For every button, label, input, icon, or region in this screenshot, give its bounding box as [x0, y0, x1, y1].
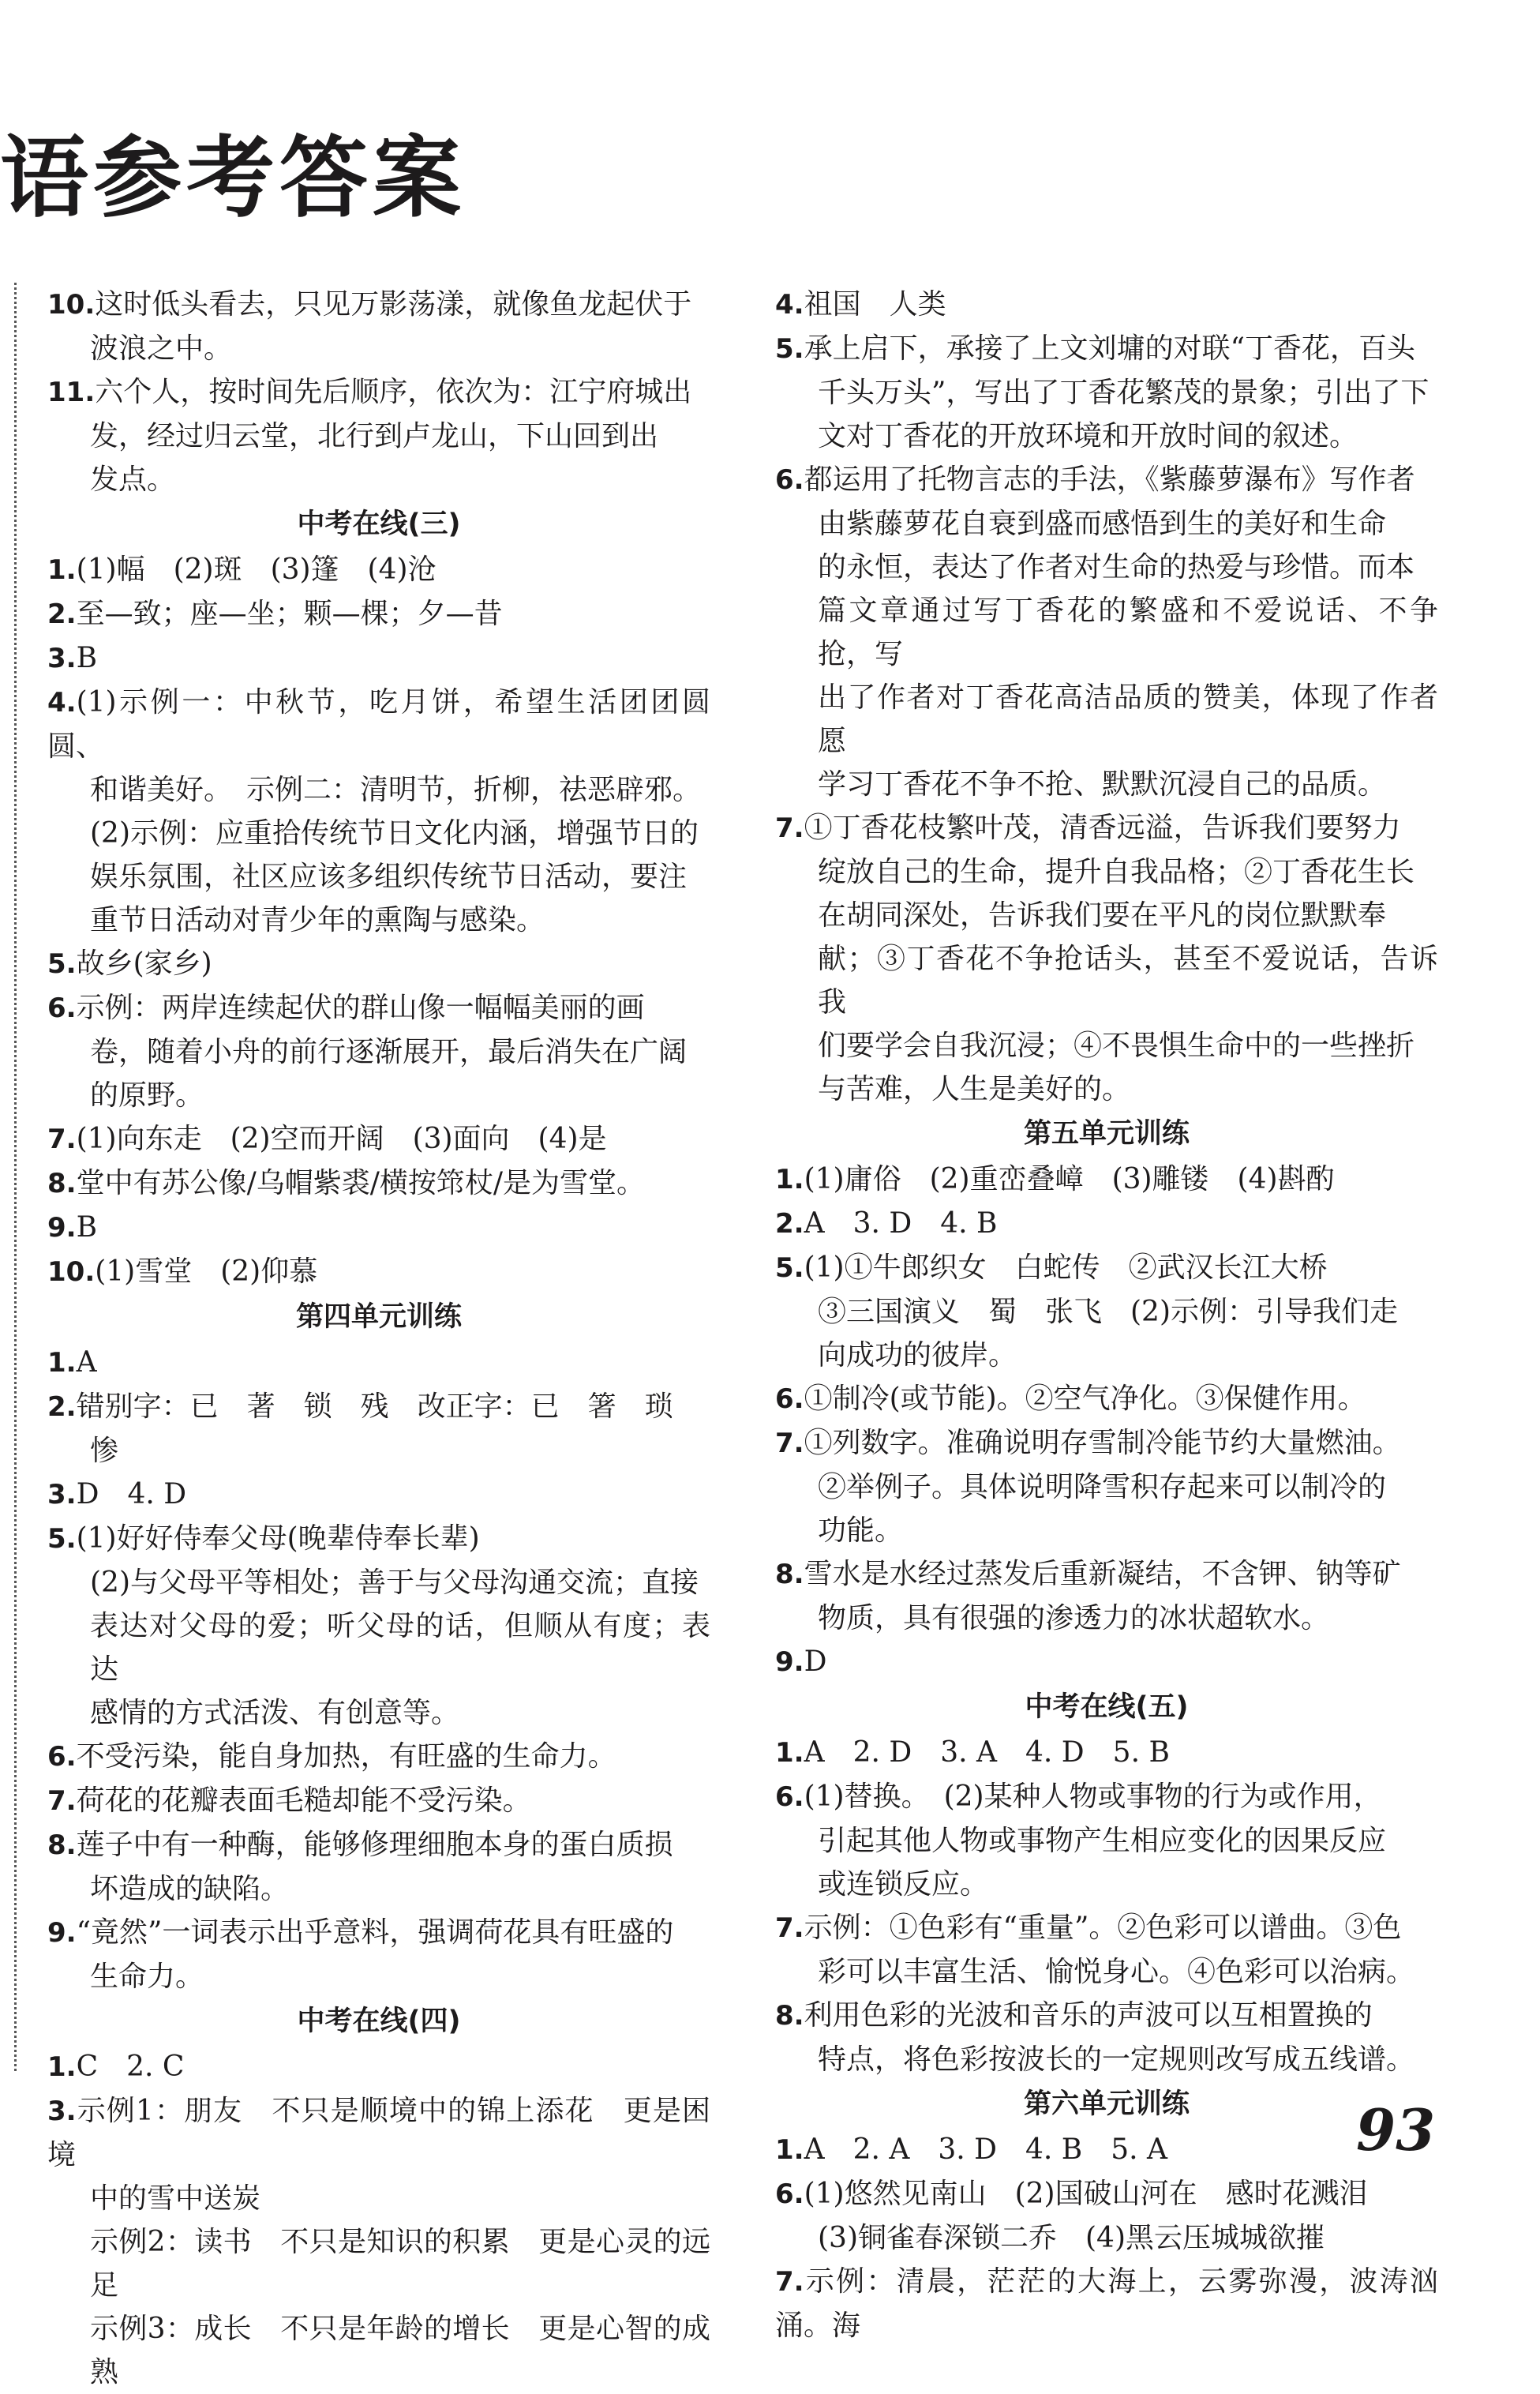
- answer-item: [775, 2128, 1438, 2172]
- answer-item: [47, 1517, 710, 1735]
- section-heading: 第五单元训练: [1023, 1118, 1190, 1150]
- answer-item: [47, 1735, 710, 1779]
- answer-line: 莲子中有一种酶，能够修理细胞本身的蛋白质损: [76, 1829, 673, 1861]
- answer-number: 5.: [47, 948, 77, 980]
- answer-line: 发点。: [90, 463, 176, 496]
- answer-number: 6.: [775, 1781, 804, 1813]
- answer-line: (3)铜雀春深锁二乔 (4)黑云压城城欲摧: [818, 2222, 1325, 2254]
- answer-line: B: [76, 642, 98, 674]
- answer-number: 6.: [775, 2178, 804, 2210]
- answer-item: [775, 1906, 1438, 1994]
- answer-line: 向成功的彼岸。: [818, 1339, 1017, 1371]
- answer-line: 不受污染，能自身加热，有旺盛的生命力。: [76, 1740, 616, 1773]
- answer-item: [47, 1823, 710, 1911]
- answer-line: 的原野。: [90, 1079, 204, 1112]
- answer-item: [47, 592, 710, 636]
- answer-line: 故乡(家乡): [76, 947, 212, 980]
- answer-line: (1)悠然见南山 (2)国破山河在 感时花溅泪: [804, 2178, 1368, 2210]
- answer-line: 至—致；座—坐；颗—棵；夕—昔: [76, 598, 503, 630]
- answer-number: 1.: [775, 1164, 804, 1195]
- answer-number: 10.: [47, 289, 96, 321]
- answer-line: 由紫藤萝花自衰到盛而感悟到生的美好和生命: [818, 508, 1387, 540]
- answer-line: 们要学会自我沉浸；④不畏惧生命中的一些挫折: [818, 1030, 1415, 1062]
- answer-line: B: [76, 1211, 98, 1244]
- answer-item: [775, 1552, 1438, 1640]
- answer-number: 11.: [47, 377, 96, 408]
- answer-line: 的永恒，表达了作者对生命的热爱与珍惜。而本: [818, 551, 1415, 583]
- answer-line: 发，经过归云堂，北行到卢龙山，下山回到出: [90, 420, 659, 452]
- answer-line: 雪水是水经过蒸发后重新凝结，不含钾、钠等矿: [804, 1558, 1401, 1590]
- answer-line: 都运用了托物言志的手法，《紫藤萝瀑布》写作者: [804, 463, 1415, 496]
- answer-item: [47, 370, 710, 501]
- answer-line: 堂中有苏公像/乌帽紫裘/横按筇杖/是为雪堂。: [76, 1167, 645, 1199]
- answer-line: 绽放自己的生命，提升自我品格；②丁香花生长: [818, 856, 1415, 888]
- answer-number: 6.: [47, 992, 77, 1024]
- answer-number: 9.: [47, 1917, 77, 1949]
- answer-line: (1)雪堂 (2)仰慕: [95, 1255, 318, 1288]
- answer-item: [47, 1341, 710, 1385]
- answer-number: 7.: [775, 1912, 804, 1944]
- answer-item: [47, 681, 710, 942]
- answer-line: “竟然”一词表示出乎意料，强调荷花具有旺盛的: [76, 1916, 674, 1949]
- answer-line: 惨: [90, 1435, 119, 1467]
- answer-item: [775, 1421, 1438, 1552]
- answer-item: [47, 1779, 710, 1823]
- page-title: 语参考答案: [0, 127, 466, 230]
- answer-item: [775, 806, 1438, 1111]
- answer-line: (2)示例：应重拾传统节日文化内涵，增强节日的: [90, 817, 699, 850]
- answer-number: 1.: [47, 554, 77, 586]
- answer-item: [47, 636, 710, 681]
- answer-line: A: [76, 1346, 97, 1379]
- answer-line: (2)与父母平等相处；善于与父母沟通交流；直接: [90, 1567, 699, 1599]
- answer-line: 荷花的花瓣表面毛糙却能不受污染。: [76, 1784, 531, 1817]
- answer-line: D 4. D: [76, 1478, 187, 1510]
- answer-line: 坏造成的缺陷。: [90, 1873, 290, 1905]
- answer-item: [47, 942, 710, 986]
- answer-line: 祖国 人类: [804, 288, 946, 321]
- answer-line: 承上启下，承接了上文刘墉的对联“丁香花，百头: [804, 332, 1415, 365]
- answer-number: 6.: [775, 1383, 804, 1415]
- answer-item: [775, 1775, 1438, 1906]
- answer-line: (1)①牛郎织女 白蛇传 ②武汉长江大桥: [804, 1251, 1328, 1284]
- answer-item: [47, 1473, 710, 1517]
- answer-line: 特点，将色彩按波长的一定规则改写成五线谱。: [818, 2043, 1415, 2076]
- answer-item: [47, 1161, 710, 1206]
- answer-number: 8.: [775, 2000, 804, 2032]
- answer-item: [775, 1202, 1438, 1246]
- answer-number: 1.: [775, 2134, 804, 2166]
- answer-line: 卷，随着小舟的前行逐渐展开，最后消失在广阔: [90, 1036, 688, 1068]
- answer-line: 中的雪中送炭: [90, 2182, 261, 2215]
- answer-line: 示例3：成长 不只是年龄的增长 更是心智的成熟: [90, 2313, 710, 2388]
- answer-line: 示例2：读书 不只是知识的积累 更是心灵的远足: [90, 2226, 710, 2302]
- answer-number: 2.: [47, 1391, 77, 1423]
- answer-line: ②举例子。具体说明降雪积存起来可以制冷的: [818, 1471, 1387, 1503]
- answer-line: 六个人，按时间先后顺序，依次为：江宁府城出: [95, 376, 692, 408]
- answer-item: [47, 986, 710, 1117]
- left-column: [47, 283, 710, 2394]
- answer-line: ③三国演义 蜀 张飞 (2)示例：引导我们走: [818, 1296, 1398, 1328]
- section-heading: 第四单元训练: [295, 1301, 462, 1333]
- answer-line: 娱乐氛围，社区应该多组织传统节日活动，要注: [90, 861, 688, 893]
- answer-number: 7.: [775, 2266, 804, 2298]
- answer-number: 1.: [775, 1737, 804, 1769]
- answer-line: 重节日活动对青少年的熏陶与感染。: [90, 904, 545, 936]
- answer-number: 1.: [47, 2051, 77, 2083]
- answer-item: [47, 1206, 710, 1250]
- answer-line: 错别字：已 著 锁 残 改正字：已 箸 琐: [76, 1390, 673, 1423]
- answer-number: 4.: [47, 687, 77, 719]
- answer-item: [47, 283, 710, 370]
- answer-number: 8.: [775, 1559, 804, 1590]
- right-column: [775, 283, 1438, 2347]
- answer-line: 表达对父母的爱；听父母的话，但顺从有度；表达: [90, 1610, 710, 1686]
- answer-number: 8.: [47, 1829, 77, 1861]
- answer-number: 4.: [775, 289, 804, 321]
- answer-line: 文对丁香花的开放环境和开放时间的叙述。: [818, 420, 1358, 452]
- answer-line: (1)替换。 (2)某种人物或事物的行为或作用，: [804, 1780, 1382, 1813]
- answer-item: [47, 548, 710, 592]
- answer-item: [775, 1731, 1438, 1775]
- answer-line: 篇文章通过写丁香花的繁盛和不爱说话、不争抢，写: [818, 595, 1438, 670]
- answer-item: [775, 327, 1438, 458]
- answer-number: 7.: [47, 1124, 77, 1155]
- answer-line: ①列数字。准确说明存雪制冷能节约大量燃油。: [804, 1427, 1401, 1459]
- answer-number: 5.: [775, 1252, 804, 1284]
- answer-item: [775, 1994, 1438, 2081]
- answer-number: 5.: [47, 1523, 77, 1555]
- answer-line: 或连锁反应。: [818, 1868, 989, 1901]
- answer-line: 示例：清晨，茫茫的大海上，云雾弥漫，波涛汹涌。海: [775, 2265, 1438, 2342]
- answer-number: 1.: [47, 1347, 77, 1379]
- answer-line: ①制冷(或节能)。②空气净化。③保健作用。: [804, 1383, 1366, 1415]
- answer-line: (1)好好侍奉父母(晚辈侍奉长辈): [76, 1522, 480, 1555]
- answer-number: 9.: [47, 1212, 77, 1244]
- answer-line: 物质，具有很强的渗透力的冰状超软水。: [818, 1602, 1330, 1634]
- section-heading: 中考在线(五): [1025, 1691, 1189, 1723]
- answer-number: 7.: [775, 812, 804, 844]
- answer-line: 波浪之中。: [90, 332, 233, 365]
- answer-item: [775, 1158, 1438, 1202]
- answer-number: 6.: [47, 1741, 77, 1773]
- answer-line: A 3. D 4. B: [804, 1207, 998, 1240]
- answer-number: 3.: [47, 1479, 77, 1510]
- answer-line: D: [804, 1645, 827, 1678]
- answer-number: 3.: [47, 2096, 77, 2127]
- answer-number: 7.: [775, 1428, 804, 1459]
- answer-number: 5.: [775, 333, 804, 365]
- page-number: 93: [1356, 2096, 1436, 2163]
- answer-item: [775, 2172, 1438, 2260]
- answer-line: 献；③丁香花不争抢话头，甚至不爱说话，告诉我: [818, 943, 1438, 1019]
- answer-line: 这时低头看去，只见万影荡漾，就像鱼龙起伏于: [95, 288, 692, 321]
- answer-number: 9.: [775, 1646, 804, 1678]
- answer-line: C 2. C: [76, 2051, 185, 2083]
- answer-line: 千头万头”，写出了丁香花繁茂的景象；引出了下: [818, 377, 1429, 409]
- answer-line: 示例1：朋友 不只是顺境中的锦上添花 更是困境: [47, 2095, 710, 2171]
- answer-line: 功能。: [818, 1514, 904, 1547]
- answer-line: 在胡同深处，告诉我们要在平凡的岗位默默奉: [818, 899, 1387, 932]
- answer-item: [775, 283, 1438, 327]
- answer-item: [775, 1377, 1438, 1421]
- answer-number: 10.: [47, 1256, 96, 1288]
- section-heading: 中考在线(三): [297, 508, 461, 540]
- answer-line: 示例：两岸连续起伏的群山像一幅幅美丽的画: [76, 992, 645, 1024]
- answer-line: 引起其他人物或事物产生相应变化的因果反应: [818, 1825, 1387, 1857]
- answer-line: 生命力。: [90, 1961, 204, 1993]
- answer-line: ①丁香花枝繁叶茂，清香远溢，告诉我们要努力: [804, 812, 1401, 844]
- answer-line: 示例：①色彩有“重量”。②色彩可以谱曲。③色: [804, 1912, 1402, 1944]
- answer-line: A 2. D 3. A 4. D 5. B: [804, 1736, 1170, 1769]
- section-heading: 中考在线(四): [297, 2006, 461, 2037]
- answer-number: 8.: [47, 1168, 77, 1199]
- answer-item: [47, 1250, 710, 1294]
- answer-line: 彩可以丰富生活、愉悦身心。④色彩可以治病。: [818, 1956, 1415, 1988]
- answer-item: [775, 1640, 1438, 1684]
- answer-number: 6.: [775, 464, 804, 496]
- answer-item: [47, 1385, 710, 1473]
- answer-item: [47, 2045, 710, 2089]
- answer-line: 出了作者对丁香花高洁品质的赞美，体现了作者愿: [818, 681, 1438, 757]
- answer-line: (1)向东走 (2)空而开阔 (3)面向 (4)是: [76, 1123, 607, 1155]
- answer-item: [775, 1246, 1438, 1377]
- answer-line: (1)庸俗 (2)重峦叠嶂 (3)雕镂 (4)斟酌: [804, 1163, 1335, 1195]
- column-divider: [14, 283, 17, 2071]
- answer-item: [47, 1117, 710, 1161]
- answer-line: (1)示例一：中秋节，吃月饼，希望生活团团圆圆、: [47, 686, 710, 763]
- answer-line: 和谐美好。 示例二：清明节，折柳，祛恶辟邪。: [90, 774, 702, 806]
- answer-line: 利用色彩的光波和音乐的声波可以互相置换的: [804, 1999, 1373, 2032]
- section-heading: 第六单元训练: [1023, 2088, 1190, 2120]
- answer-item: [47, 2089, 710, 2394]
- answer-line: (1)幅 (2)斑 (3)篷 (4)沧: [76, 553, 437, 586]
- answer-number: 2.: [47, 598, 77, 630]
- answer-line: 感情的方式活泼、有创意等。: [90, 1697, 460, 1729]
- answer-item: [47, 1911, 710, 1998]
- answer-line: 学习丁香花不争不抢、默默沉浸自己的品质。: [818, 768, 1387, 801]
- answer-number: 2.: [775, 1208, 804, 1240]
- answer-number: 7.: [47, 1785, 77, 1817]
- answer-number: 3.: [47, 643, 77, 674]
- answer-line: 与苦难，人生是美好的。: [818, 1073, 1131, 1105]
- answer-line: A 2. A 3. D 4. B 5. A: [804, 2133, 1168, 2166]
- answer-item: [775, 458, 1438, 806]
